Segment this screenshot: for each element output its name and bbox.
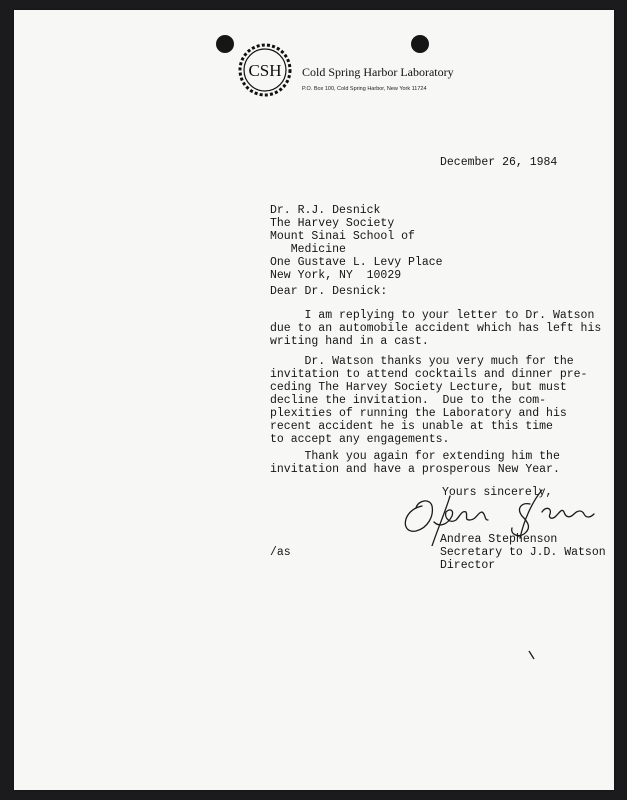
body-line: writing hand in a cast. bbox=[270, 335, 429, 348]
signer-name: Andrea Stephenson bbox=[440, 533, 558, 546]
body-line: to accept any engagements. bbox=[270, 433, 450, 446]
salutation: Dear Dr. Desnick: bbox=[270, 285, 388, 298]
body-line: decline the invitation. Due to the com- bbox=[270, 394, 547, 407]
body-line: invitation and have a prosperous New Year. bbox=[270, 463, 560, 476]
recipient-line: The Harvey Society bbox=[270, 217, 395, 230]
body-line: Dr. Watson thanks you very much for the bbox=[270, 355, 574, 368]
paragraph-2 bbox=[270, 355, 587, 446]
csh-logo-icon bbox=[236, 41, 294, 99]
body-line: Thank you again for extending him the bbox=[270, 450, 560, 463]
paragraph-3 bbox=[270, 450, 560, 476]
recipient-line: Dr. R.J. Desnick bbox=[270, 204, 381, 217]
body-line: due to an automobile accident which has left his bbox=[270, 322, 602, 335]
punch-hole-right bbox=[411, 35, 429, 53]
recipient-line: Mount Sinai School of bbox=[270, 230, 415, 243]
body-line: recent accident he is unable at this time bbox=[270, 420, 553, 433]
signer-title: Secretary to J.D. Watson bbox=[440, 546, 606, 559]
body-line: invitation to attend cocktails and dinner pre- bbox=[270, 368, 588, 381]
recipient-line: Medicine bbox=[270, 243, 346, 256]
paper-mark bbox=[528, 650, 536, 660]
signer-title-2: Director bbox=[440, 559, 496, 572]
recipient-address-block bbox=[270, 204, 443, 282]
paragraph-1 bbox=[270, 309, 601, 348]
closing: Yours sincerely, bbox=[442, 486, 553, 499]
logo-text: CSH bbox=[248, 61, 282, 80]
recipient-line: One Gustave L. Levy Place bbox=[270, 256, 443, 269]
organization-address: P.O. Box 100, Cold Spring Harbor, New York 11724 bbox=[302, 86, 427, 92]
punch-hole-left bbox=[216, 35, 234, 53]
letter-date: December 26, 1984 bbox=[440, 156, 558, 169]
recipient-line: New York, NY 10029 bbox=[270, 269, 402, 282]
body-line: I am replying to your letter to Dr. Watson bbox=[270, 309, 595, 322]
body-line: plexities of running the Laboratory and his bbox=[270, 407, 567, 420]
body-line: ceding The Harvey Society Lecture, but must bbox=[270, 381, 567, 394]
typist-initials: /as bbox=[270, 546, 291, 559]
organization-name: Cold Spring Harbor Laboratory bbox=[302, 65, 454, 79]
signature-block bbox=[440, 533, 606, 572]
